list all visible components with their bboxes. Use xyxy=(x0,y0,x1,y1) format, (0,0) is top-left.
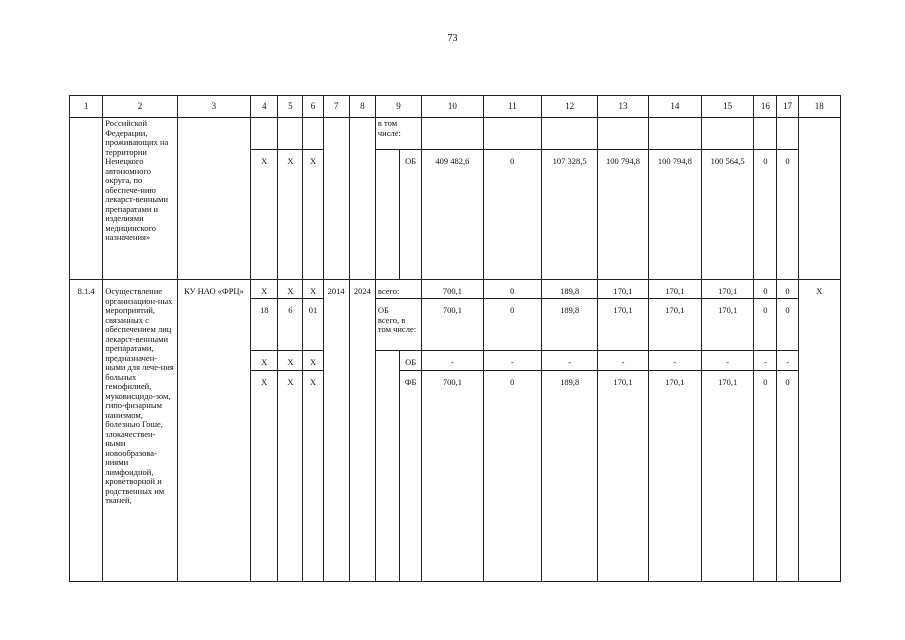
kbk-cell: 6 xyxy=(278,299,303,351)
amount-cell: - xyxy=(754,351,777,371)
kbk-cell: Х xyxy=(278,150,303,280)
amount-cell: 0 xyxy=(483,371,541,582)
column-header: 7 xyxy=(323,96,349,118)
column-header: 5 xyxy=(278,96,303,118)
amount-cell: - xyxy=(422,351,483,371)
amount-cell: - xyxy=(701,351,753,371)
column-header: 15 xyxy=(701,96,753,118)
funding-source: ОБ xyxy=(400,351,422,371)
item-number: 8.1.4 xyxy=(70,280,103,582)
result-cell: Х xyxy=(798,280,840,582)
column-header: 10 xyxy=(422,96,483,118)
total-label: всего: xyxy=(375,280,421,299)
amount-cell: 170,1 xyxy=(598,299,648,351)
amount-cell: 0 xyxy=(777,150,798,280)
amount-cell: - xyxy=(598,351,648,371)
amount-cell: 0 xyxy=(754,280,777,299)
kbk-cell: Х xyxy=(303,351,323,371)
column-header: 8 xyxy=(349,96,375,118)
executor: КУ НАО «ФРЦ» xyxy=(177,280,250,582)
in-total-label: всего, в том числе: xyxy=(377,314,417,335)
amount-cell: - xyxy=(483,351,541,371)
column-header: 14 xyxy=(648,96,701,118)
amount-cell: 100 794,8 xyxy=(648,150,701,280)
column-header: 16 xyxy=(754,96,777,118)
budget-table xyxy=(69,95,841,582)
kbk-cell: 18 xyxy=(251,299,278,351)
in-total-label: в том числе: xyxy=(375,118,421,150)
column-header: 12 xyxy=(541,96,597,118)
amount-cell: 100 794,8 xyxy=(598,150,648,280)
amount-cell: 170,1 xyxy=(701,371,753,582)
amount-cell: 700,1 xyxy=(422,299,483,351)
column-header: 2 xyxy=(103,96,177,118)
end-year: 2024 xyxy=(349,280,375,582)
kbk-cell: Х xyxy=(303,150,323,280)
page-number: 73 xyxy=(447,33,458,44)
kbk-cell: Х xyxy=(251,371,278,582)
column-header: 13 xyxy=(598,96,648,118)
amount-cell: 0 xyxy=(754,371,777,582)
amount-cell: 107 328,5 xyxy=(541,150,597,280)
kbk-cell: 01 xyxy=(303,299,323,351)
amount-cell: 189,8 xyxy=(541,371,597,582)
column-header: 18 xyxy=(798,96,840,118)
item-description: Осуществление организацион-ных мероприятий, связанных с обеспечением лиц лекарст-венными препаратами, предназначен-ными для лече-ния больных гемофилией, муковисцидо-зом, гипо-физарным нанизмом, болезнью Гоше, злокачествен-ными новообразова-ниями лимфоидной, кроветворной и родственных им тканей, xyxy=(103,280,177,582)
amount-cell: 0 xyxy=(483,280,541,299)
kbk-cell: Х xyxy=(303,280,323,299)
amount-cell: 409 482,6 xyxy=(422,150,483,280)
start-year: 2014 xyxy=(323,280,349,582)
amount-cell: 170,1 xyxy=(648,299,701,351)
table-header-row xyxy=(70,96,841,118)
amount-cell: 170,1 xyxy=(701,280,753,299)
amount-cell: 170,1 xyxy=(648,371,701,582)
amount-cell: 700,1 xyxy=(422,371,483,582)
amount-cell: 700,1 xyxy=(422,280,483,299)
kbk-cell: Х xyxy=(303,371,323,582)
kbk-cell: Х xyxy=(278,280,303,299)
item-number-cell xyxy=(70,118,103,280)
amount-cell: 170,1 xyxy=(701,299,753,351)
amount-cell: 0 xyxy=(754,299,777,351)
amount-cell: - xyxy=(777,351,798,371)
amount-cell: 170,1 xyxy=(648,280,701,299)
amount-cell: 170,1 xyxy=(598,280,648,299)
amount-cell: 0 xyxy=(483,299,541,351)
amount-cell: 0 xyxy=(777,280,798,299)
amount-cell: - xyxy=(648,351,701,371)
column-header: 3 xyxy=(177,96,250,118)
column-header: 6 xyxy=(303,96,323,118)
amount-cell: 189,8 xyxy=(541,280,597,299)
amount-cell: 0 xyxy=(777,371,798,582)
kbk-cell: Х xyxy=(251,280,278,299)
item-description: Российской Федерации, проживающих на территории Ненецкого автономного округа, по обеспече-нию лекарст-венными препаратами и изделиями медицинского назначения» xyxy=(103,118,177,280)
column-header: 9 xyxy=(375,96,421,118)
column-header: 17 xyxy=(777,96,798,118)
amount-cell: 0 xyxy=(777,299,798,351)
amount-cell: 0 xyxy=(483,150,541,280)
funding-source-block xyxy=(375,299,421,351)
table-row xyxy=(70,280,841,299)
kbk-cell: Х xyxy=(251,150,278,280)
table-row xyxy=(70,118,841,150)
amount-cell: 170,1 xyxy=(598,371,648,582)
amount-cell: 189,8 xyxy=(541,299,597,351)
column-header: 11 xyxy=(483,96,541,118)
funding-source: ОБ xyxy=(400,150,422,280)
amount-cell: - xyxy=(541,351,597,371)
funding-source: ФБ xyxy=(400,371,422,582)
kbk-cell: Х xyxy=(278,371,303,582)
amount-cell: 0 xyxy=(754,150,777,280)
funding-source: ОБ xyxy=(377,305,389,315)
kbk-cell: Х xyxy=(251,351,278,371)
amount-cell: 100 564,5 xyxy=(701,150,753,280)
column-header: 1 xyxy=(70,96,103,118)
executor-cell xyxy=(177,118,250,280)
column-header: 4 xyxy=(251,96,278,118)
kbk-cell: Х xyxy=(278,351,303,371)
